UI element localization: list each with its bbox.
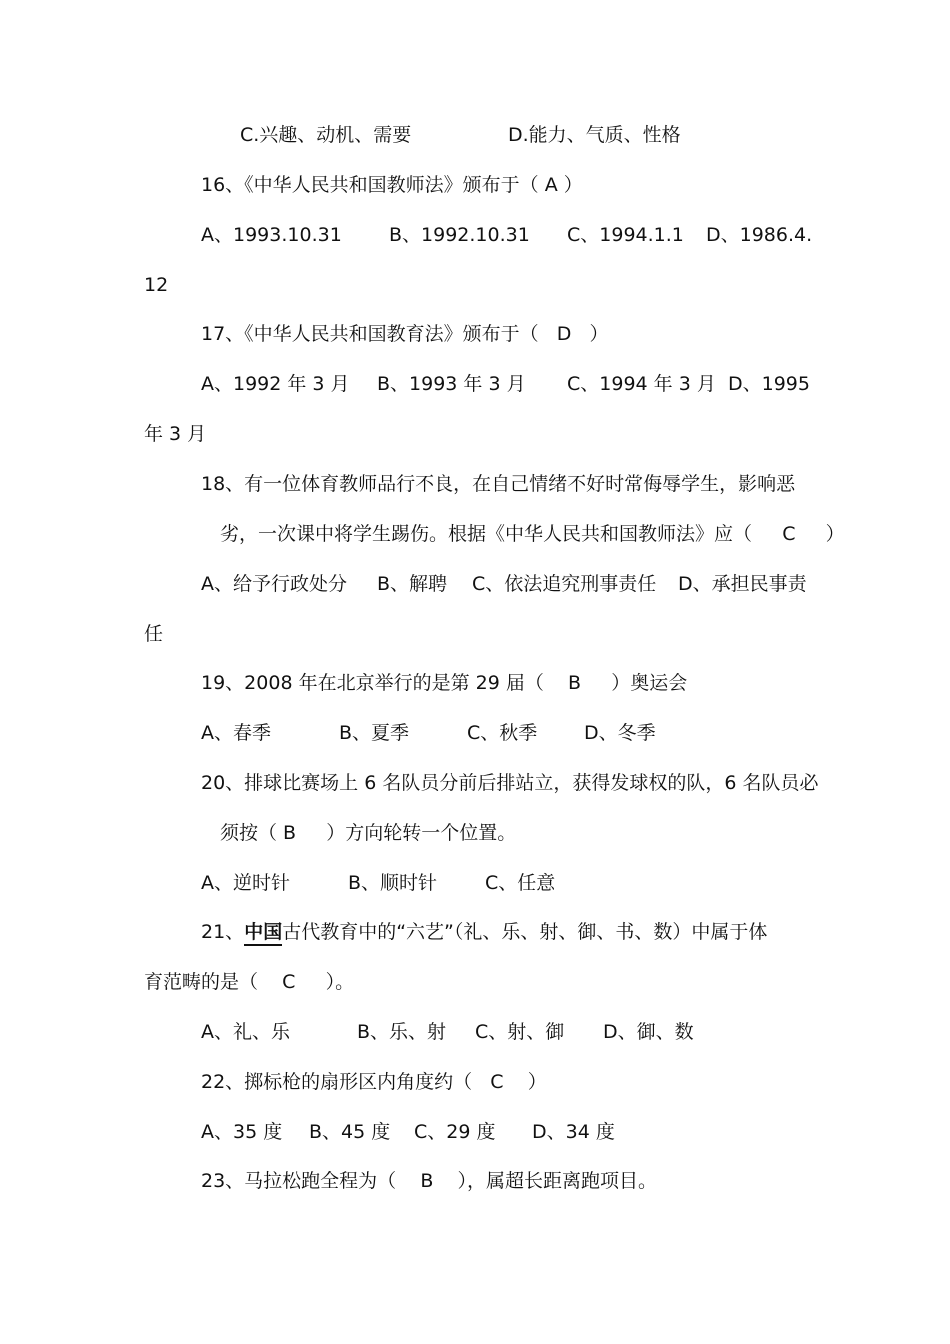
q21-option-c: C、射、御 xyxy=(475,1021,565,1043)
q21-option-d: D、御、数 xyxy=(603,1021,694,1043)
q16-option-c: C、1994.1.1 xyxy=(567,224,684,246)
q21-stem-rest: 古代教育中的“六艺”（礼、乐、射、御、书、数）中属于体 xyxy=(282,921,768,943)
q16-option-a: A、1993.10.31 xyxy=(201,224,342,246)
q20-option-c: C、任意 xyxy=(485,872,556,894)
q21-number: 21、 xyxy=(201,921,245,943)
q19-option-c: C、秋季 xyxy=(467,722,538,744)
q19-option-b: B、夏季 xyxy=(339,722,410,744)
q21-option-a: A、礼、乐 xyxy=(201,1021,290,1043)
q21-underlined-term: 中国 xyxy=(244,921,282,946)
q15-option-c: C.兴趣、动机、需要 xyxy=(240,124,412,146)
q16-option-b: B、1992.10.31 xyxy=(389,224,530,246)
q22-option-d: D、34 度 xyxy=(532,1121,615,1143)
q18-stem-line-2: 劣，一次课中将学生踢伤。根据《中华人民共和国教师法》应（ C ） xyxy=(220,523,845,545)
q20-option-b: B、顺时针 xyxy=(348,872,438,894)
q19-stem: 19、2008 年在北京举行的是第 29 届（ B ）奥运会 xyxy=(201,672,688,694)
q20-stem-line-2: 须按（ B ）方向轮转一个位置。 xyxy=(220,822,517,844)
q18-option-a: A、给予行政处分 xyxy=(201,573,347,595)
q18-option-b: B、解聘 xyxy=(377,573,448,595)
q17-stem: 17、《中华人民共和国教育法》颁布于（ D ） xyxy=(201,323,609,345)
q21-option-b: B、乐、射 xyxy=(357,1021,447,1043)
q21-stem-line-2: 育范畴的是（ C ）。 xyxy=(144,971,355,993)
q20-stem-line-1: 20、排球比赛场上 6 名队员分前后排站立，获得发球权的队，6 名队员必 xyxy=(201,772,819,794)
q18-option-d: D、承担民事责 xyxy=(678,573,807,595)
q15-option-d: D.能力、气质、性格 xyxy=(508,124,681,146)
q18-option-d-continued: 任 xyxy=(144,623,164,645)
q22-option-c: C、29 度 xyxy=(414,1121,496,1143)
q22-option-a: A、35 度 xyxy=(201,1121,283,1143)
q16-option-d-continued: 12 xyxy=(144,274,169,296)
q22-stem: 22、掷标枪的扇形区内角度约（ C ） xyxy=(201,1071,547,1093)
q18-option-c: C、依法追究刑事责任 xyxy=(472,573,657,595)
q21-stem-line-1 xyxy=(201,919,767,945)
q17-option-d: D、1995 xyxy=(728,373,810,395)
q23-stem: 23、马拉松跑全程为（ B ），属超长距离跑项目。 xyxy=(201,1170,658,1192)
q16-stem: 16、《中华人民共和国教师法》颁布于（ A ） xyxy=(201,174,583,196)
q17-option-b: B、1993 年 3 月 xyxy=(377,373,526,395)
q20-option-a: A、逆时针 xyxy=(201,872,290,894)
q19-option-a: A、春季 xyxy=(201,722,271,744)
q19-option-d: D、冬季 xyxy=(584,722,656,744)
q17-option-a: A、1992 年 3 月 xyxy=(201,373,350,395)
q17-option-c: C、1994 年 3 月 xyxy=(567,373,716,395)
q16-option-d: D、1986.4. xyxy=(706,224,813,246)
q17-option-d-continued: 年 3 月 xyxy=(144,423,207,445)
q22-option-b: B、45 度 xyxy=(309,1121,391,1143)
q18-stem-line-1: 18、有一位体育教师品行不良，在自己情绪不好时常侮辱学生，影响恶 xyxy=(201,473,796,495)
